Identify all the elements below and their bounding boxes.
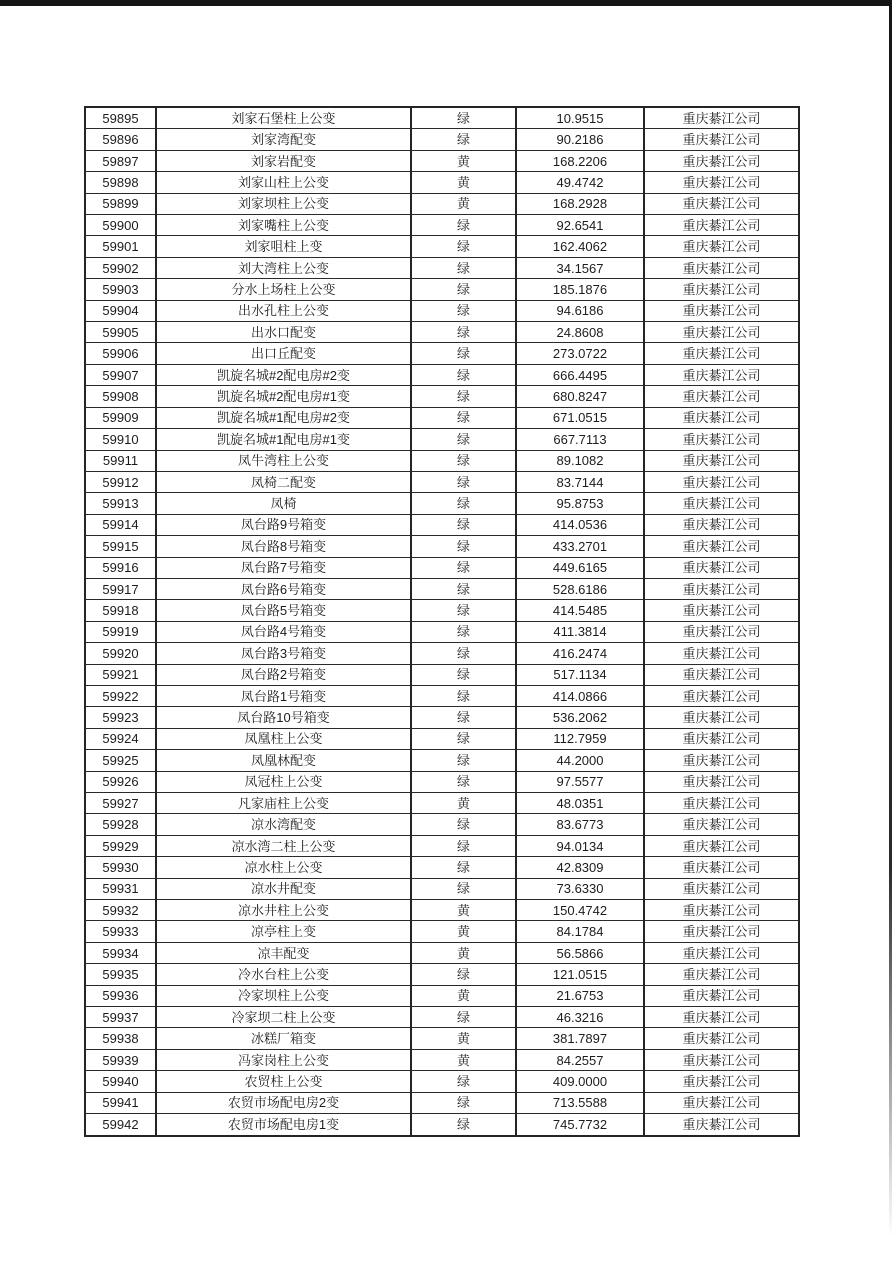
cell-status: 黄 bbox=[411, 172, 516, 193]
table-row bbox=[85, 985, 799, 1006]
cell-name: 凤台路7号箱变 bbox=[156, 557, 411, 578]
table-row bbox=[85, 1049, 799, 1070]
table-row bbox=[85, 685, 799, 706]
cell-status: 黄 bbox=[411, 942, 516, 963]
cell-value: 46.3216 bbox=[516, 1007, 644, 1028]
cell-status: 绿 bbox=[411, 429, 516, 450]
cell-status: 绿 bbox=[411, 664, 516, 685]
cell-status: 绿 bbox=[411, 450, 516, 471]
table-row bbox=[85, 835, 799, 856]
cell-value: 433.2701 bbox=[516, 536, 644, 557]
cell-company: 重庆綦江公司 bbox=[644, 1092, 799, 1113]
cell-company: 重庆綦江公司 bbox=[644, 1049, 799, 1070]
cell-status: 绿 bbox=[411, 493, 516, 514]
cell-name: 凤台路8号箱变 bbox=[156, 536, 411, 557]
cell-status: 绿 bbox=[411, 471, 516, 492]
table-row bbox=[85, 707, 799, 728]
cell-company: 重庆綦江公司 bbox=[644, 172, 799, 193]
scan-edge-top bbox=[0, 0, 892, 6]
cell-name: 出口丘配变 bbox=[156, 343, 411, 364]
cell-value: 168.2206 bbox=[516, 150, 644, 171]
cell-status: 绿 bbox=[411, 386, 516, 407]
cell-status: 绿 bbox=[411, 750, 516, 771]
table-row bbox=[85, 172, 799, 193]
cell-id: 59934 bbox=[85, 942, 156, 963]
cell-value: 73.6330 bbox=[516, 878, 644, 899]
cell-status: 绿 bbox=[411, 279, 516, 300]
table-row bbox=[85, 814, 799, 835]
cell-value: 121.0515 bbox=[516, 964, 644, 985]
cell-value: 24.8608 bbox=[516, 322, 644, 343]
cell-value: 48.0351 bbox=[516, 793, 644, 814]
cell-value: 671.0515 bbox=[516, 407, 644, 428]
cell-value: 94.0134 bbox=[516, 835, 644, 856]
cell-status: 绿 bbox=[411, 536, 516, 557]
cell-value: 90.2186 bbox=[516, 129, 644, 150]
cell-id: 59940 bbox=[85, 1071, 156, 1092]
cell-company: 重庆綦江公司 bbox=[644, 1007, 799, 1028]
cell-id: 59933 bbox=[85, 921, 156, 942]
cell-value: 97.5577 bbox=[516, 771, 644, 792]
cell-company: 重庆綦江公司 bbox=[644, 407, 799, 428]
cell-company: 重庆綦江公司 bbox=[644, 750, 799, 771]
cell-value: 409.0000 bbox=[516, 1071, 644, 1092]
cell-company: 重庆綦江公司 bbox=[644, 150, 799, 171]
cell-id: 59899 bbox=[85, 193, 156, 214]
cell-name: 出水口配变 bbox=[156, 322, 411, 343]
cell-company: 重庆綦江公司 bbox=[644, 493, 799, 514]
cell-name: 凤台路4号箱变 bbox=[156, 621, 411, 642]
cell-status: 绿 bbox=[411, 129, 516, 150]
cell-status: 绿 bbox=[411, 771, 516, 792]
cell-company: 重庆綦江公司 bbox=[644, 878, 799, 899]
cell-id: 59896 bbox=[85, 129, 156, 150]
cell-value: 536.2062 bbox=[516, 707, 644, 728]
cell-company: 重庆綦江公司 bbox=[644, 322, 799, 343]
cell-value: 150.4742 bbox=[516, 900, 644, 921]
cell-value: 10.9515 bbox=[516, 107, 644, 129]
cell-name: 凉水湾二柱上公变 bbox=[156, 835, 411, 856]
cell-name: 凉水柱上公变 bbox=[156, 857, 411, 878]
cell-status: 绿 bbox=[411, 514, 516, 535]
table-row bbox=[85, 536, 799, 557]
cell-name: 农贸市场配电房1变 bbox=[156, 1114, 411, 1136]
cell-status: 绿 bbox=[411, 322, 516, 343]
cell-name: 凤台路9号箱变 bbox=[156, 514, 411, 535]
cell-id: 59901 bbox=[85, 236, 156, 257]
table-row bbox=[85, 557, 799, 578]
cell-company: 重庆綦江公司 bbox=[644, 193, 799, 214]
table-row bbox=[85, 1007, 799, 1028]
cell-status: 绿 bbox=[411, 1007, 516, 1028]
cell-value: 273.0722 bbox=[516, 343, 644, 364]
cell-value: 666.4495 bbox=[516, 364, 644, 385]
cell-status: 黄 bbox=[411, 193, 516, 214]
table-row bbox=[85, 578, 799, 599]
cell-name: 凤台路10号箱变 bbox=[156, 707, 411, 728]
cell-name: 农贸柱上公变 bbox=[156, 1071, 411, 1092]
cell-value: 83.7144 bbox=[516, 471, 644, 492]
cell-id: 59906 bbox=[85, 343, 156, 364]
cell-company: 重庆綦江公司 bbox=[644, 728, 799, 749]
cell-id: 59909 bbox=[85, 407, 156, 428]
cell-status: 黄 bbox=[411, 921, 516, 942]
table-row bbox=[85, 793, 799, 814]
cell-id: 59914 bbox=[85, 514, 156, 535]
cell-id: 59922 bbox=[85, 685, 156, 706]
cell-id: 59942 bbox=[85, 1114, 156, 1136]
cell-status: 绿 bbox=[411, 835, 516, 856]
cell-company: 重庆綦江公司 bbox=[644, 578, 799, 599]
cell-id: 59928 bbox=[85, 814, 156, 835]
cell-value: 162.4062 bbox=[516, 236, 644, 257]
cell-company: 重庆綦江公司 bbox=[644, 129, 799, 150]
table-row bbox=[85, 900, 799, 921]
cell-company: 重庆綦江公司 bbox=[644, 514, 799, 535]
cell-company: 重庆綦江公司 bbox=[644, 600, 799, 621]
cell-name: 刘家湾配变 bbox=[156, 129, 411, 150]
table-row bbox=[85, 343, 799, 364]
cell-company: 重庆綦江公司 bbox=[644, 793, 799, 814]
cell-name: 凉丰配变 bbox=[156, 942, 411, 963]
cell-value: 94.6186 bbox=[516, 300, 644, 321]
cell-name: 凤台路2号箱变 bbox=[156, 664, 411, 685]
cell-status: 黄 bbox=[411, 793, 516, 814]
cell-id: 59931 bbox=[85, 878, 156, 899]
cell-value: 92.6541 bbox=[516, 215, 644, 236]
cell-name: 凉亭柱上变 bbox=[156, 921, 411, 942]
cell-value: 449.6165 bbox=[516, 557, 644, 578]
cell-value: 381.7897 bbox=[516, 1028, 644, 1049]
cell-id: 59903 bbox=[85, 279, 156, 300]
cell-id: 59895 bbox=[85, 107, 156, 129]
cell-status: 绿 bbox=[411, 878, 516, 899]
cell-value: 34.1567 bbox=[516, 257, 644, 278]
cell-value: 411.3814 bbox=[516, 621, 644, 642]
cell-company: 重庆綦江公司 bbox=[644, 942, 799, 963]
table-row bbox=[85, 407, 799, 428]
table-row bbox=[85, 150, 799, 171]
cell-status: 绿 bbox=[411, 685, 516, 706]
cell-status: 绿 bbox=[411, 857, 516, 878]
cell-name: 凯旋名城#1配电房#1变 bbox=[156, 429, 411, 450]
cell-value: 528.6186 bbox=[516, 578, 644, 599]
cell-value: 21.6753 bbox=[516, 985, 644, 1006]
cell-company: 重庆綦江公司 bbox=[644, 964, 799, 985]
cell-company: 重庆綦江公司 bbox=[644, 835, 799, 856]
cell-id: 59915 bbox=[85, 536, 156, 557]
cell-name: 凡家庙柱上公变 bbox=[156, 793, 411, 814]
cell-name: 凤台路1号箱变 bbox=[156, 685, 411, 706]
cell-company: 重庆綦江公司 bbox=[644, 921, 799, 942]
cell-company: 重庆綦江公司 bbox=[644, 985, 799, 1006]
cell-name: 刘家石堡柱上公变 bbox=[156, 107, 411, 129]
cell-status: 绿 bbox=[411, 407, 516, 428]
cell-id: 59921 bbox=[85, 664, 156, 685]
cell-value: 168.2928 bbox=[516, 193, 644, 214]
table-row bbox=[85, 300, 799, 321]
table-row bbox=[85, 621, 799, 642]
cell-name: 凤椅二配变 bbox=[156, 471, 411, 492]
cell-id: 59913 bbox=[85, 493, 156, 514]
cell-status: 绿 bbox=[411, 236, 516, 257]
cell-status: 绿 bbox=[411, 107, 516, 129]
cell-id: 59926 bbox=[85, 771, 156, 792]
cell-company: 重庆綦江公司 bbox=[644, 257, 799, 278]
cell-id: 59902 bbox=[85, 257, 156, 278]
cell-status: 绿 bbox=[411, 300, 516, 321]
cell-value: 42.8309 bbox=[516, 857, 644, 878]
cell-status: 绿 bbox=[411, 707, 516, 728]
cell-value: 713.5588 bbox=[516, 1092, 644, 1113]
table-row bbox=[85, 322, 799, 343]
cell-name: 凤牛湾柱上公变 bbox=[156, 450, 411, 471]
table-row bbox=[85, 1028, 799, 1049]
cell-value: 416.2474 bbox=[516, 643, 644, 664]
cell-status: 绿 bbox=[411, 643, 516, 664]
cell-name: 凉水井柱上公变 bbox=[156, 900, 411, 921]
cell-id: 59904 bbox=[85, 300, 156, 321]
cell-company: 重庆綦江公司 bbox=[644, 236, 799, 257]
cell-company: 重庆綦江公司 bbox=[644, 707, 799, 728]
cell-status: 绿 bbox=[411, 557, 516, 578]
cell-value: 56.5866 bbox=[516, 942, 644, 963]
cell-status: 绿 bbox=[411, 1114, 516, 1136]
cell-id: 59900 bbox=[85, 215, 156, 236]
cell-id: 59927 bbox=[85, 793, 156, 814]
table-row bbox=[85, 964, 799, 985]
cell-company: 重庆綦江公司 bbox=[644, 279, 799, 300]
cell-status: 黄 bbox=[411, 985, 516, 1006]
table-row bbox=[85, 450, 799, 471]
cell-name: 分水上场柱上公变 bbox=[156, 279, 411, 300]
cell-name: 凉水井配变 bbox=[156, 878, 411, 899]
table-row bbox=[85, 728, 799, 749]
cell-name: 凤台路6号箱变 bbox=[156, 578, 411, 599]
table-row bbox=[85, 857, 799, 878]
cell-id: 59920 bbox=[85, 643, 156, 664]
cell-company: 重庆綦江公司 bbox=[644, 386, 799, 407]
table-row bbox=[85, 664, 799, 685]
cell-name: 凤冠柱上公变 bbox=[156, 771, 411, 792]
cell-company: 重庆綦江公司 bbox=[644, 900, 799, 921]
table-row bbox=[85, 215, 799, 236]
table-row bbox=[85, 750, 799, 771]
table-row bbox=[85, 107, 799, 129]
cell-value: 414.0866 bbox=[516, 685, 644, 706]
cell-id: 59937 bbox=[85, 1007, 156, 1028]
cell-status: 黄 bbox=[411, 150, 516, 171]
cell-company: 重庆綦江公司 bbox=[644, 107, 799, 129]
table-row bbox=[85, 193, 799, 214]
cell-value: 49.4742 bbox=[516, 172, 644, 193]
cell-name: 刘家岩配变 bbox=[156, 150, 411, 171]
cell-value: 745.7732 bbox=[516, 1114, 644, 1136]
cell-name: 凤凰柱上公变 bbox=[156, 728, 411, 749]
cell-company: 重庆綦江公司 bbox=[644, 471, 799, 492]
cell-value: 84.1784 bbox=[516, 921, 644, 942]
cell-value: 680.8247 bbox=[516, 386, 644, 407]
cell-company: 重庆綦江公司 bbox=[644, 300, 799, 321]
cell-status: 黄 bbox=[411, 1028, 516, 1049]
cell-value: 667.7113 bbox=[516, 429, 644, 450]
table-row bbox=[85, 471, 799, 492]
cell-company: 重庆綦江公司 bbox=[644, 857, 799, 878]
cell-status: 绿 bbox=[411, 621, 516, 642]
cell-id: 59929 bbox=[85, 835, 156, 856]
transformer-table-body bbox=[85, 107, 799, 1136]
cell-name: 凤台路5号箱变 bbox=[156, 600, 411, 621]
table-row bbox=[85, 429, 799, 450]
cell-status: 绿 bbox=[411, 257, 516, 278]
cell-company: 重庆綦江公司 bbox=[644, 664, 799, 685]
cell-status: 绿 bbox=[411, 964, 516, 985]
cell-company: 重庆綦江公司 bbox=[644, 450, 799, 471]
cell-value: 44.2000 bbox=[516, 750, 644, 771]
cell-value: 89.1082 bbox=[516, 450, 644, 471]
cell-company: 重庆綦江公司 bbox=[644, 771, 799, 792]
cell-status: 绿 bbox=[411, 1092, 516, 1113]
table-row bbox=[85, 257, 799, 278]
table-row bbox=[85, 386, 799, 407]
cell-id: 59912 bbox=[85, 471, 156, 492]
cell-value: 517.1134 bbox=[516, 664, 644, 685]
cell-name: 凉水湾配变 bbox=[156, 814, 411, 835]
cell-company: 重庆綦江公司 bbox=[644, 1114, 799, 1136]
table-row bbox=[85, 514, 799, 535]
cell-id: 59911 bbox=[85, 450, 156, 471]
table-row bbox=[85, 236, 799, 257]
cell-status: 绿 bbox=[411, 1071, 516, 1092]
cell-name: 冷水台柱上公变 bbox=[156, 964, 411, 985]
cell-id: 59935 bbox=[85, 964, 156, 985]
cell-status: 黄 bbox=[411, 1049, 516, 1070]
cell-id: 59932 bbox=[85, 900, 156, 921]
cell-status: 绿 bbox=[411, 364, 516, 385]
cell-company: 重庆綦江公司 bbox=[644, 343, 799, 364]
cell-value: 414.0536 bbox=[516, 514, 644, 535]
cell-company: 重庆綦江公司 bbox=[644, 364, 799, 385]
cell-status: 绿 bbox=[411, 578, 516, 599]
cell-id: 59905 bbox=[85, 322, 156, 343]
cell-value: 83.6773 bbox=[516, 814, 644, 835]
cell-company: 重庆綦江公司 bbox=[644, 643, 799, 664]
cell-company: 重庆綦江公司 bbox=[644, 685, 799, 706]
cell-id: 59925 bbox=[85, 750, 156, 771]
cell-name: 冷家坝二柱上公变 bbox=[156, 1007, 411, 1028]
cell-id: 59908 bbox=[85, 386, 156, 407]
cell-value: 112.7959 bbox=[516, 728, 644, 749]
cell-name: 刘家咀柱上变 bbox=[156, 236, 411, 257]
cell-name: 凤凰林配变 bbox=[156, 750, 411, 771]
cell-company: 重庆綦江公司 bbox=[644, 429, 799, 450]
cell-status: 绿 bbox=[411, 814, 516, 835]
cell-status: 绿 bbox=[411, 600, 516, 621]
cell-status: 黄 bbox=[411, 900, 516, 921]
cell-id: 59923 bbox=[85, 707, 156, 728]
cell-status: 绿 bbox=[411, 215, 516, 236]
table-row bbox=[85, 771, 799, 792]
cell-id: 59918 bbox=[85, 600, 156, 621]
cell-id: 59907 bbox=[85, 364, 156, 385]
cell-name: 凯旋名城#1配电房#2变 bbox=[156, 407, 411, 428]
cell-name: 农贸市场配电房2变 bbox=[156, 1092, 411, 1113]
cell-id: 59938 bbox=[85, 1028, 156, 1049]
cell-id: 59917 bbox=[85, 578, 156, 599]
cell-company: 重庆綦江公司 bbox=[644, 215, 799, 236]
cell-name: 凯旋名城#2配电房#2变 bbox=[156, 364, 411, 385]
cell-value: 185.1876 bbox=[516, 279, 644, 300]
cell-status: 绿 bbox=[411, 343, 516, 364]
cell-company: 重庆綦江公司 bbox=[644, 557, 799, 578]
cell-name: 刘大湾柱上公变 bbox=[156, 257, 411, 278]
cell-id: 59936 bbox=[85, 985, 156, 1006]
table-row bbox=[85, 364, 799, 385]
cell-name: 出水孔柱上公变 bbox=[156, 300, 411, 321]
cell-status: 绿 bbox=[411, 728, 516, 749]
cell-company: 重庆綦江公司 bbox=[644, 536, 799, 557]
table-row bbox=[85, 878, 799, 899]
table-row bbox=[85, 942, 799, 963]
table-row bbox=[85, 643, 799, 664]
cell-name: 冷家坝柱上公变 bbox=[156, 985, 411, 1006]
cell-name: 凯旋名城#2配电房#1变 bbox=[156, 386, 411, 407]
cell-id: 59897 bbox=[85, 150, 156, 171]
cell-id: 59910 bbox=[85, 429, 156, 450]
cell-id: 59916 bbox=[85, 557, 156, 578]
cell-id: 59898 bbox=[85, 172, 156, 193]
cell-name: 凤椅 bbox=[156, 493, 411, 514]
table-row bbox=[85, 493, 799, 514]
table-row bbox=[85, 600, 799, 621]
table-row bbox=[85, 279, 799, 300]
cell-id: 59924 bbox=[85, 728, 156, 749]
cell-id: 59930 bbox=[85, 857, 156, 878]
cell-name: 刘家嘴柱上公变 bbox=[156, 215, 411, 236]
cell-company: 重庆綦江公司 bbox=[644, 621, 799, 642]
table-row bbox=[85, 1114, 799, 1136]
cell-name: 凤台路3号箱变 bbox=[156, 643, 411, 664]
cell-value: 84.2557 bbox=[516, 1049, 644, 1070]
transformer-table bbox=[84, 106, 800, 1137]
cell-id: 59939 bbox=[85, 1049, 156, 1070]
cell-name: 冯家岗柱上公变 bbox=[156, 1049, 411, 1070]
table-row bbox=[85, 921, 799, 942]
cell-company: 重庆綦江公司 bbox=[644, 814, 799, 835]
cell-name: 冰糕厂箱变 bbox=[156, 1028, 411, 1049]
cell-id: 59941 bbox=[85, 1092, 156, 1113]
cell-id: 59919 bbox=[85, 621, 156, 642]
cell-company: 重庆綦江公司 bbox=[644, 1028, 799, 1049]
table-row bbox=[85, 1071, 799, 1092]
table-row bbox=[85, 129, 799, 150]
table-row bbox=[85, 1092, 799, 1113]
cell-name: 刘家山柱上公变 bbox=[156, 172, 411, 193]
cell-value: 414.5485 bbox=[516, 600, 644, 621]
cell-name: 刘家坝柱上公变 bbox=[156, 193, 411, 214]
cell-company: 重庆綦江公司 bbox=[644, 1071, 799, 1092]
cell-value: 95.8753 bbox=[516, 493, 644, 514]
